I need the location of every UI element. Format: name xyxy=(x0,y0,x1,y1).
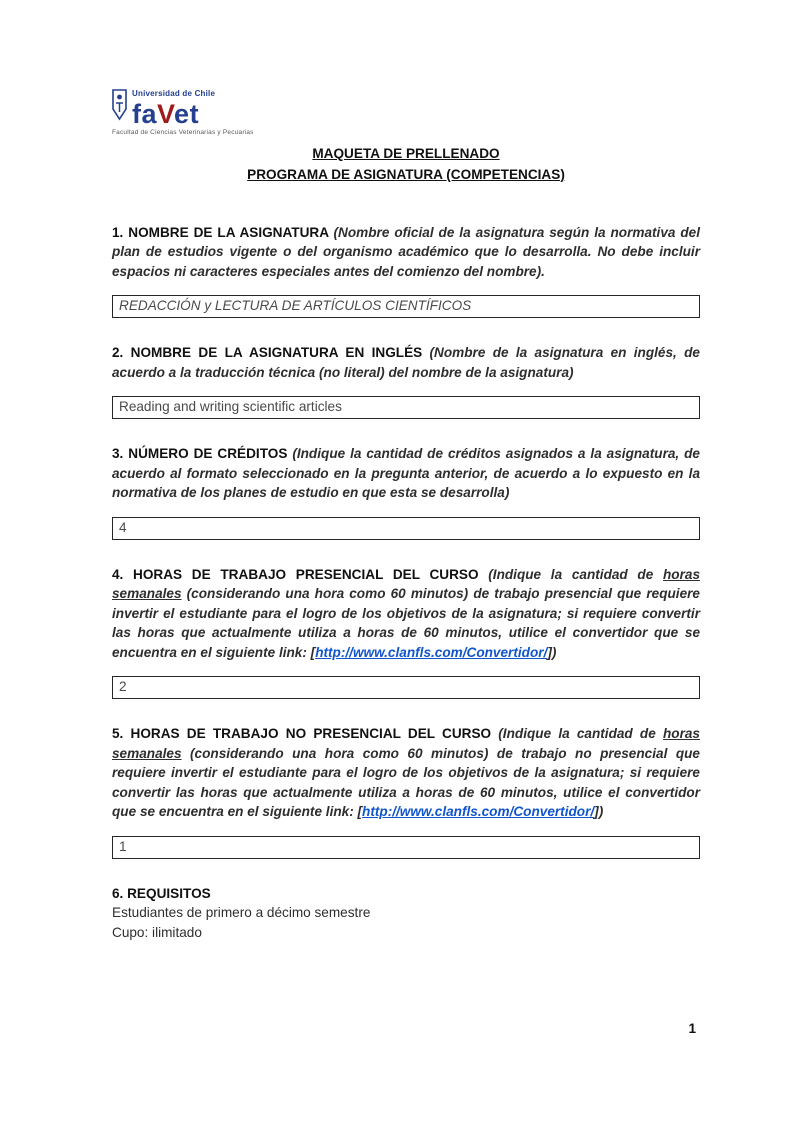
section-3-description: (Indique la cantidad de créditos asignados a la asignatura, de acuerdo al formato seleccionado en la pregunta anterior, de acuerdo a lo expuesto en la normativa de los planes de estudio en que esta se desarrolla) xyxy=(112,446,700,501)
section-3-heading: 3. NÚMERO DE CRÉDITOS xyxy=(112,446,293,462)
section-3-question xyxy=(112,444,700,503)
section-4-desc-mid: (considerando una hora como 60 minutos) de trabajo presencial que requiere invertir el estudiante para el logro de los objetivos de la asignatura; si requiere convertir las horas que actualmente utiliza a horas de 60 minutos, utilice el convertidor que se encuentra en el siguiente link: [ xyxy=(112,586,700,660)
favet-wordmark-et: et xyxy=(174,99,200,129)
section-1-question xyxy=(112,223,700,282)
section-4-question xyxy=(112,565,700,663)
section-4-desc-underlined: horas semanales xyxy=(112,566,701,602)
section-3-answer-field[interactable]: 4 xyxy=(112,517,700,540)
page-number: 1 xyxy=(688,1021,696,1036)
section-2-description: (Nombre de la asignatura en inglés, de acuerdo a la traducción técnica (no literal) del nombre de la asignatura) xyxy=(112,345,700,380)
section-5-desc-post: ]) xyxy=(594,804,604,820)
section-4-heading: 4. HORAS DE TRABAJO PRESENCIAL DEL CURSO xyxy=(112,566,489,582)
section-2-heading: 2. NOMBRE DE LA ASIGNATURA EN INGLÉS xyxy=(112,345,430,361)
section-5-desc-mid: (considerando una hora como 60 minutos) de trabajo no presencial que requiere invertir el estudiante para el logro de los objetivos de la asignatura; si requiere convertir las horas que actualmente utiliza a horas de 60 minutos, utilice el convertidor que se encuentra en el siguiente link: [ xyxy=(112,745,700,820)
section-2-answer-field[interactable]: Reading and writing scientific articles xyxy=(112,396,700,419)
convertidor-link[interactable]: http://www.clanfls.com/Convertidor/ xyxy=(315,644,548,660)
section-4-desc-post: ]) xyxy=(547,644,557,660)
section-1-answer-field[interactable]: REDACCIÓN y LECTURA DE ARTÍCULOS CIENTÍFICOS xyxy=(112,295,700,318)
section-5-desc-pre: (Indique la cantidad de xyxy=(498,726,663,742)
favet-wordmark-v: V xyxy=(157,99,175,129)
university-name: Universidad de Chile xyxy=(132,89,216,98)
title-line-1: MAQUETA DE PRELLENADO xyxy=(312,145,500,161)
section-5-heading: 5. HORAS DE TRABAJO NO PRESENCIAL DEL CURSO xyxy=(112,726,499,742)
favet-wordmark xyxy=(132,101,215,128)
section-1-description: (Nombre oficial de la asignatura según la normativa del plan de estudios vigente o del organismo académico que lo desarrolla. No debe incluir espacios ni caracteres especiales antes del comienzo del nombre). xyxy=(112,224,700,279)
section-5-question xyxy=(112,724,700,822)
section-5-answer-field[interactable]: 1 xyxy=(112,836,700,859)
section-2-question xyxy=(112,343,700,382)
section-4-desc-pre: (Indique la cantidad de xyxy=(488,566,663,582)
section-6-heading: 6. REQUISITOS xyxy=(112,885,211,901)
universidad-de-chile-emblem-icon xyxy=(112,89,127,125)
convertidor-link[interactable]: http://www.clanfls.com/Convertidor/ xyxy=(362,804,595,820)
section-1-heading: 1. NOMBRE DE LA ASIGNATURA xyxy=(112,224,334,240)
section-6-cupo-line: Cupo: ilimitado xyxy=(112,924,202,940)
document-title xyxy=(112,143,700,185)
faculty-name: Facultad de Ciencias Veterinarias y Pecuarias xyxy=(112,129,254,136)
section-6-requisito-line: Estudiantes de primero a décimo semestre xyxy=(112,905,371,921)
section-5-desc-underlined: horas semanales xyxy=(112,726,700,761)
favet-logo xyxy=(112,88,700,137)
section-4-answer-field[interactable]: 2 xyxy=(112,676,700,699)
favet-wordmark-fa: fa xyxy=(132,99,158,129)
title-line-2: PROGRAMA DE ASIGNATURA (COMPETENCIAS) xyxy=(247,166,565,182)
